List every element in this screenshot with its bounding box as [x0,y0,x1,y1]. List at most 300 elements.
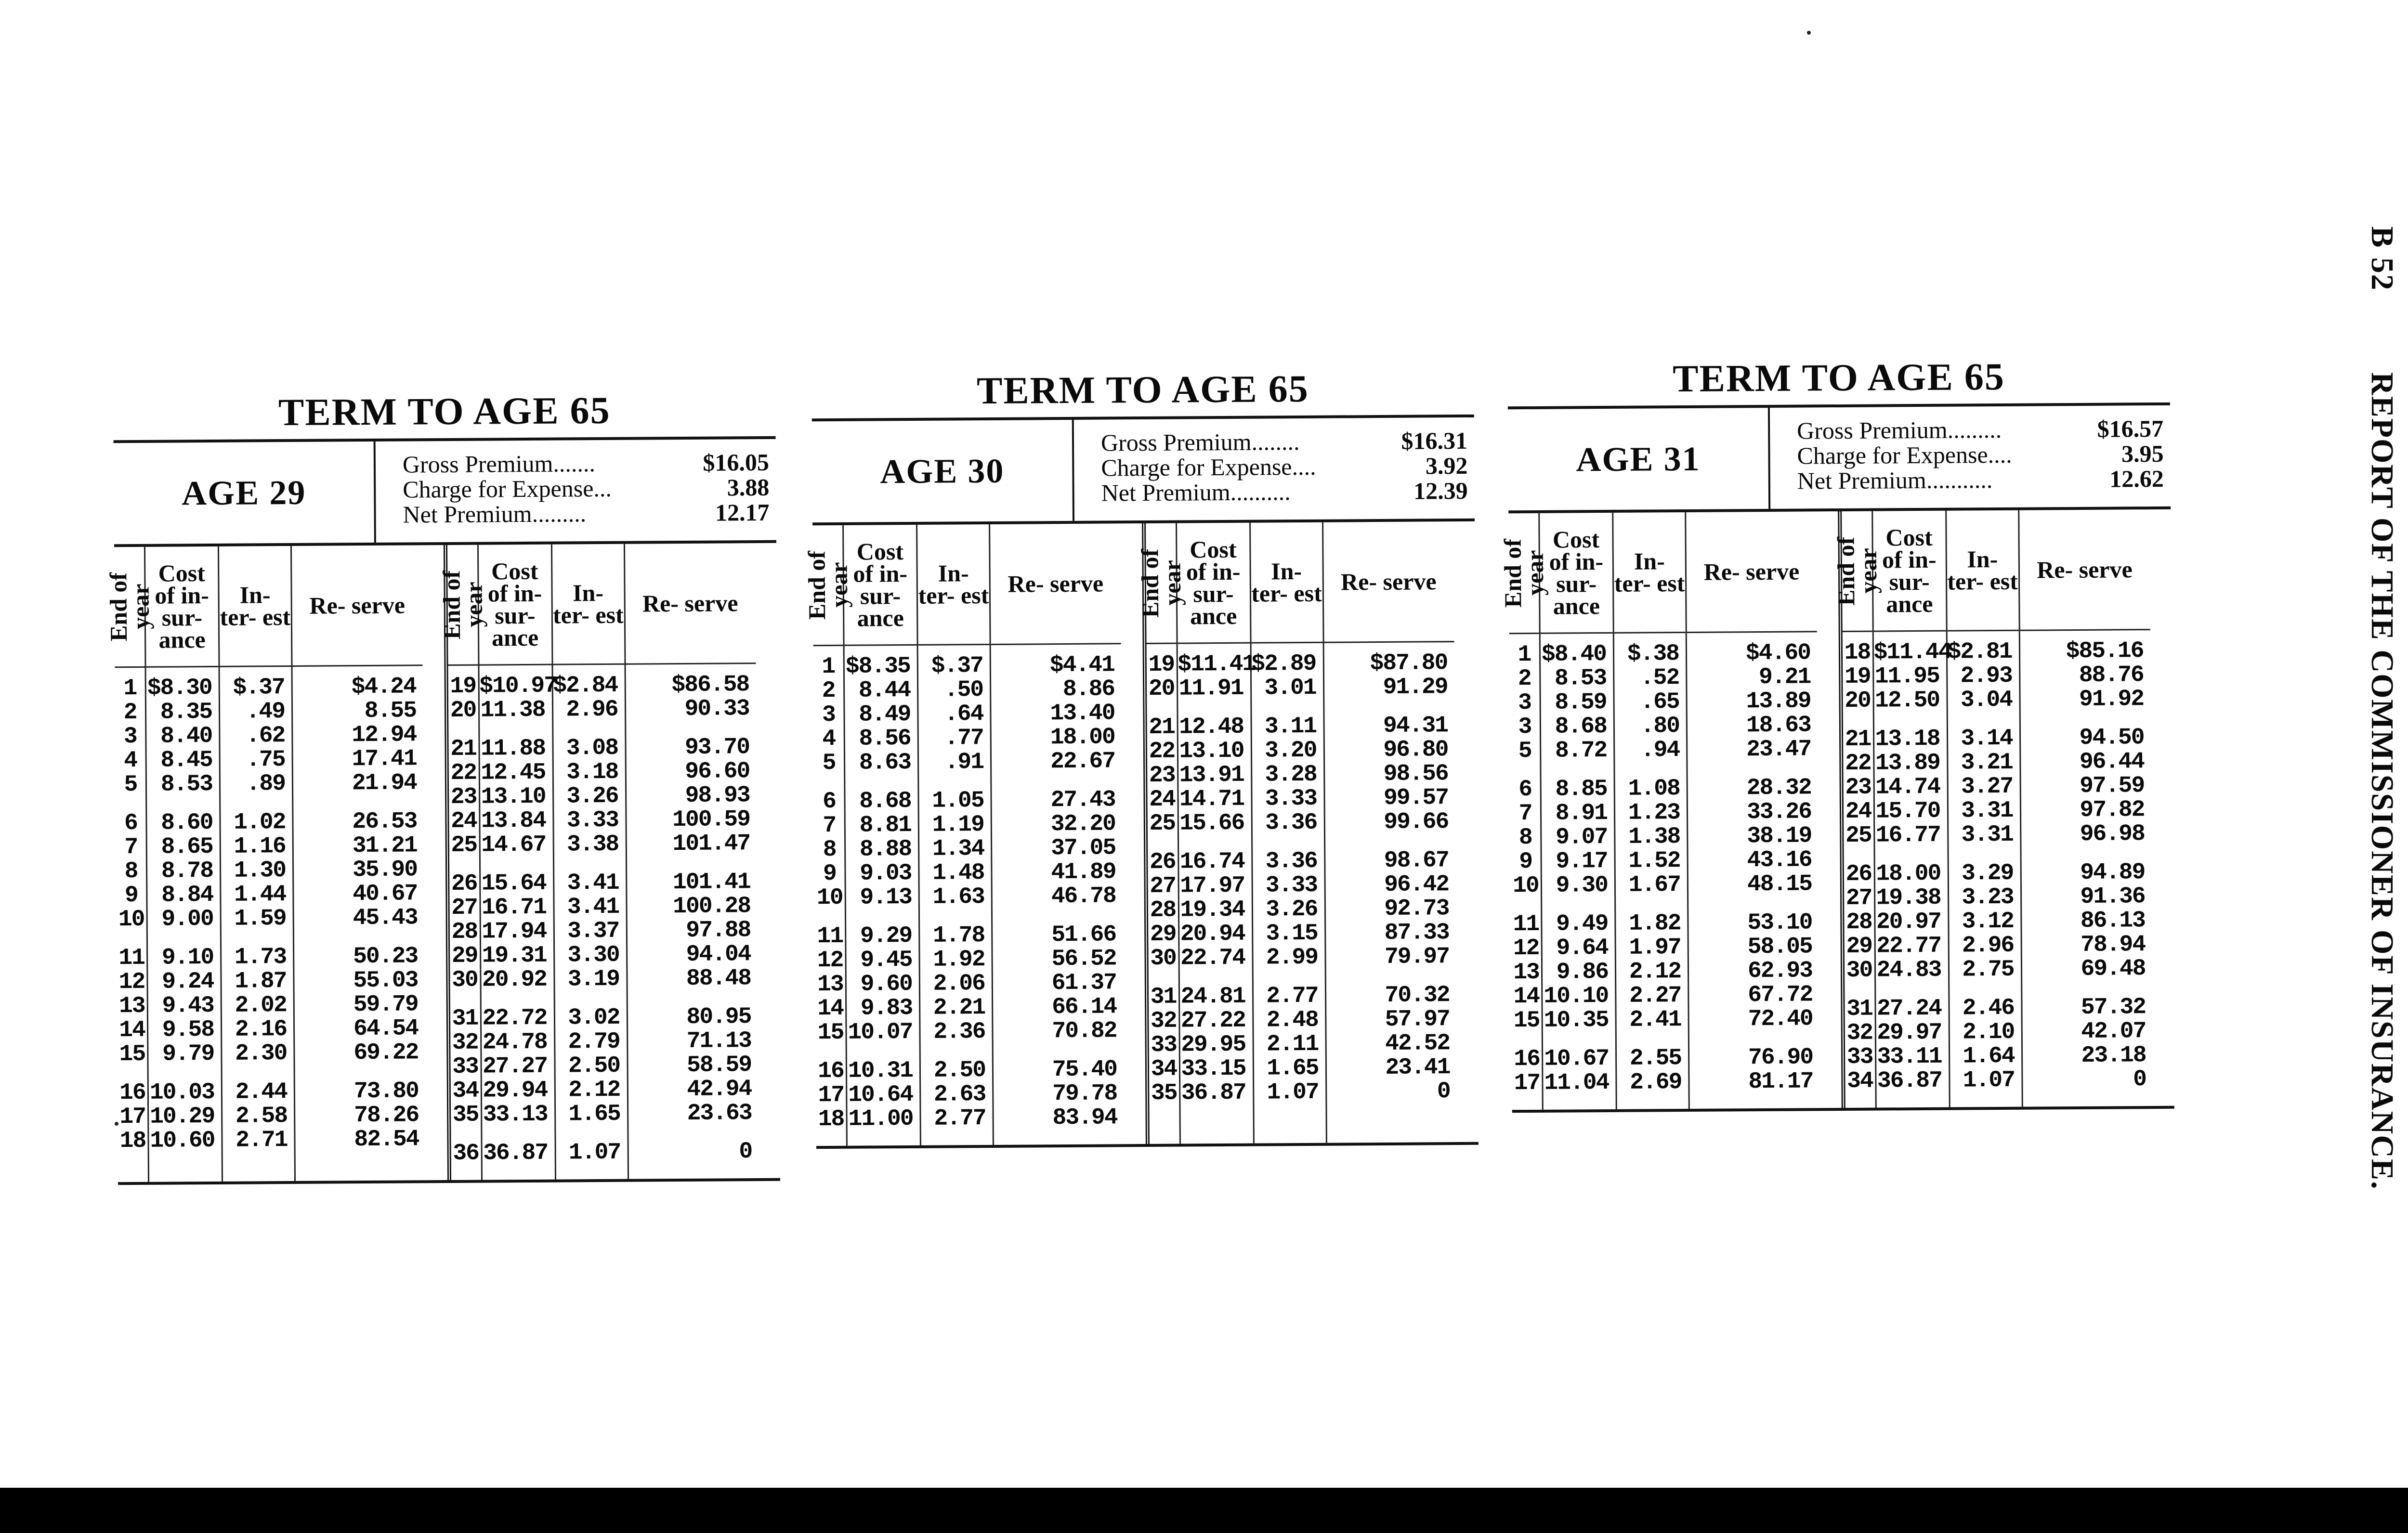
end-cell: 23 [1845,774,1871,801]
premium-header [114,436,776,547]
cost-cell: 24.78 [482,1029,547,1056]
reserve-values [1687,632,1820,1109]
reserve-cell: 61.37 [1051,970,1117,997]
end-column [105,547,155,1182]
cost-cell: 16.71 [481,894,547,921]
end-cell: 25 [451,832,477,858]
cost-cell: 8.85 [1555,776,1607,803]
reserve-cell: 45.43 [353,905,418,932]
interest-cell: 3.20 [1265,737,1317,764]
premium-label: Charge for Expense.... [1101,453,1316,481]
end-cell: 9 [124,882,138,909]
interest-cell: 1.19 [932,812,984,838]
end-cell: 12 [817,947,843,974]
reserve-cell: 26.53 [352,808,417,835]
reserve-header-text: Re- serve [1340,568,1437,596]
interest-cell: 2.46 [1962,995,2015,1022]
reserve-cell: 96.42 [1384,871,1449,898]
cost-values [1178,644,1256,1120]
end-cell: 22 [1149,738,1175,765]
reserve-cell: 58.05 [1747,934,1812,961]
end-cell: 10 [118,906,144,933]
reserve-cell: 38.19 [1747,823,1812,850]
cost-cell: $11.41 [1178,651,1256,678]
reserve-column-header [1686,511,1817,633]
reserve-cell: 8.55 [364,698,417,725]
reserve-cell: 69.22 [353,1039,419,1066]
end-cell: 5 [822,750,836,777]
end-column-header [1499,513,1549,634]
reserve-column-header [990,523,1121,645]
premium-summary [376,439,776,543]
reserve-table [105,543,780,1185]
cost-cell: 14.74 [1875,774,1940,801]
premium-row [1797,416,2163,443]
end-cell: 34 [452,1078,479,1104]
left-half-table [105,545,451,1182]
end-cell: 29 [1150,921,1176,948]
cost-cell: 9.83 [860,995,913,1022]
interest-cell: 2.99 [1266,944,1318,971]
premium-value: 3.95 [2121,440,2164,468]
reserve-cell: 91.36 [2080,883,2145,910]
cost-column [478,545,556,1180]
interest-cell: 2.12 [568,1077,620,1104]
end-cell: 23 [1149,762,1175,789]
interest-cell: 2.02 [235,992,287,1019]
cost-cell: 36.87 [483,1140,548,1167]
cost-cell: 15.64 [481,870,546,897]
reserve-column [2019,509,2153,1107]
cost-cell: 11.38 [480,697,545,724]
end-cell: 15 [817,1019,844,1046]
interest-cell: 1.78 [932,922,985,949]
reserve-cell: 83.94 [1052,1104,1117,1131]
interest-cell: $.37 [931,653,983,679]
cost-cell: 11.00 [848,1105,913,1132]
interest-cell: .80 [1640,713,1680,740]
interest-column [1251,522,1327,1143]
interest-cell: 2.44 [235,1079,288,1105]
reserve-cell: 53.10 [1747,909,1812,936]
cost-cell: 8.81 [859,812,912,839]
interest-header-text: In- ter- est [220,581,291,631]
cost-cell: 9.29 [860,922,912,949]
end-cell: 26 [1845,861,1872,887]
premium-row [1797,441,2163,468]
cost-cell: 9.49 [1556,910,1608,937]
end-cell: 5 [1518,738,1531,765]
reserve-values [293,666,426,1167]
interest-cell: 1.92 [933,947,985,973]
cost-cell: 8.78 [161,857,213,884]
table-title: TERM TO AGE 65 [278,389,611,434]
end-cell: 8 [124,858,138,885]
reserve-cell: 0 [2133,1066,2146,1093]
end-cell: 32 [1150,1008,1177,1034]
end-cell: 6 [1518,776,1532,803]
cost-cell: 8.84 [161,882,213,909]
cost-cell: 27.27 [482,1053,548,1080]
cost-cell: 9.24 [162,968,214,995]
cost-cell: 8.60 [161,809,213,836]
interest-cell: 3.26 [566,783,618,810]
cost-cell: 9.60 [860,971,913,998]
end-cell: 34 [1846,1068,1873,1094]
reserve-column-header [2019,509,2150,631]
reserve-header-text: Re- serve [1703,558,1800,585]
cost-cell: $8.30 [147,675,212,702]
reserve-cell: 72.40 [1748,1006,1813,1033]
cost-cell: 8.35 [160,699,212,726]
cost-cell: 9.45 [860,947,912,974]
reserve-cell: 79.97 [1384,944,1450,970]
end-cell: 29 [1846,933,1872,960]
end-cell: 33 [1151,1032,1177,1058]
reserve-column [625,543,759,1179]
end-cell: 11 [1513,911,1539,938]
premium-label: Charge for Expense.... [1797,441,2012,469]
end-cell: 28 [1150,897,1176,923]
cost-cell: 10.07 [848,1019,913,1046]
premium-header [1508,403,2171,513]
reserve-cell: 101.41 [672,869,750,896]
reserve-cell: 37.05 [1050,835,1116,862]
interest-cell: 1.97 [1629,935,1681,961]
reserve-cell: 98.56 [1383,761,1448,787]
reserve-cell: 97.59 [2080,773,2145,799]
cost-cell: 33.15 [1181,1055,1246,1082]
cost-cell: 27.24 [1876,995,1942,1022]
reserve-cell: 33.26 [1746,799,1812,826]
end-cell: 16 [1514,1046,1540,1073]
interest-cell: 2.63 [933,1081,986,1108]
end-column [437,545,487,1180]
end-cell: 24 [450,808,477,834]
interest-cell: .75 [246,747,285,773]
reserve-cell: 48.15 [1747,871,1812,898]
cost-cell: 10.31 [848,1057,913,1084]
cost-cell: 19.34 [1180,896,1245,923]
reserve-header-text: Re- serve [309,591,406,619]
interest-column-header [1251,522,1323,644]
end-cell: 26 [1149,849,1176,875]
reserve-cell: 0 [1437,1078,1450,1105]
cost-cell: 18.00 [1876,860,1941,887]
reserve-cell: 0 [739,1139,752,1165]
reserve-cell: 100.59 [672,806,750,833]
end-cell: 14 [817,995,844,1022]
cost-values [479,665,555,1180]
end-cell: 31 [1846,996,1872,1022]
reserve-cell: 82.54 [354,1126,419,1153]
premium-value: 12.17 [715,498,770,526]
reserve-cell: 96.80 [1383,737,1448,763]
cost-cell: 20.97 [1876,909,1941,935]
interest-cell: .94 [1640,737,1680,764]
end-cell: 31 [452,1005,478,1032]
premium-summary [1770,405,2171,509]
interest-cell: 3.18 [566,759,618,786]
interest-column [219,546,296,1182]
end-column-header [1136,523,1186,644]
cost-column [1540,513,1617,1110]
cost-cell: 8.44 [858,677,911,704]
cost-cell: 16.74 [1179,848,1245,875]
premium-row [403,450,769,477]
end-column-header [105,547,155,668]
end-cell: 8 [823,836,836,863]
cost-cell: 8.88 [859,836,912,863]
cost-cell: 12.48 [1178,714,1244,741]
reserve-cell: 57.32 [2081,994,2146,1021]
reserve-cell: 23.47 [1746,736,1811,763]
reserve-cell: 92.73 [1384,896,1449,922]
cost-header-text: Cost of in- sur- ance [155,559,209,653]
end-column [1499,513,1549,1110]
interest-cell: .91 [944,749,984,776]
premium-value: 3.92 [1425,452,1468,480]
reserve-cell: 51.66 [1051,922,1116,948]
premium-label: Net Premium........... [1797,466,1993,494]
end-cell: 15 [119,1041,145,1068]
end-values [115,668,148,1168]
interest-cell: 2.48 [1266,1007,1319,1034]
premium-value: $16.31 [1401,427,1468,455]
end-cell: 3 [1518,714,1531,741]
print-speck [1807,31,1811,35]
end-cell: 13 [817,971,843,998]
interest-cell: 3.31 [1961,797,2013,824]
reserve-cell: $86.58 [671,672,749,699]
reserve-cell: 97.82 [2080,797,2145,823]
interest-cell: 1.30 [234,857,286,884]
reserve-cell: 94.89 [2080,859,2145,886]
end-header-text: End of year [1499,538,1549,608]
cost-values [1541,634,1616,1110]
premium-value: $16.57 [2097,415,2164,442]
interest-column-header [1613,512,1686,634]
interest-cell: 3.33 [1265,785,1317,812]
cost-cell: 17.97 [1179,872,1245,899]
reserve-column [1323,521,1457,1143]
end-cell: 30 [1150,945,1177,972]
interest-cell: 1.48 [932,860,984,886]
end-cell: 11 [118,945,145,972]
end-header-text: End of year [1832,536,1882,606]
table-title: TERM TO AGE 65 [1672,355,2005,401]
interest-header-text: In- ter- est [918,559,989,609]
right-half-table [1832,509,2174,1108]
cost-column-header [145,546,219,668]
cost-cell: 9.43 [162,992,214,1019]
running-head-title: REPORT OF THE COMMISSIONER OF INSURANCE. [2365,372,2400,1190]
cost-cell: 9.58 [162,1016,214,1043]
cost-header-text: Cost of in- sur- ance [1186,535,1241,630]
reserve-cell: 70.32 [1385,982,1450,1009]
interest-values [220,667,294,1167]
end-header-text: End of year [1136,548,1186,618]
end-cell: 28 [451,919,478,945]
reserve-cell: 93.70 [684,734,750,761]
end-cell: 7 [124,834,138,861]
end-cell: 4 [822,726,836,753]
premium-row [1101,428,1467,455]
cost-cell: 22.74 [1180,945,1245,972]
interest-cell: $2.81 [1947,638,2012,665]
cost-cell: 9.10 [161,944,214,971]
cost-cell: 8.49 [859,701,911,728]
interest-cell: 1.07 [568,1139,621,1166]
cost-cell: 9.79 [162,1040,214,1067]
interest-cell: 1.65 [1267,1055,1319,1082]
cost-cell: 19.31 [482,942,547,969]
cost-cell: 9.07 [1555,824,1608,851]
reserve-cell: 28.32 [1746,775,1811,802]
reserve-cell: 18.00 [1050,724,1115,751]
table-title: TERM TO AGE 65 [976,367,1309,413]
interest-cell: 3.01 [1264,675,1316,702]
cost-cell: 15.66 [1179,810,1244,837]
premium-row [403,475,769,502]
end-cell: 16 [119,1079,145,1106]
interest-cell: .49 [246,699,285,725]
rate-table-block [1499,350,2174,1113]
interest-cell: 1.34 [932,836,984,862]
premium-row [403,500,769,527]
end-cell: 17 [1514,1070,1540,1097]
cost-cell: 9.00 [161,906,213,933]
end-cell: 30 [1846,957,1872,984]
cost-cell: 9.86 [1556,959,1609,986]
reserve-header-text: Re- serve [2037,556,2133,584]
rate-table-block [803,362,1479,1149]
premium-row [1797,466,2164,494]
reserve-header-text: Re- serve [1008,570,1104,598]
interest-cell: 3.11 [1264,713,1317,740]
reserve-cell: 17.41 [352,746,417,773]
end-column [803,525,853,1146]
end-header-text: End of year [803,550,853,620]
cost-column-header [1177,523,1250,644]
end-cell: 35 [1151,1080,1177,1106]
interest-cell: $.38 [1627,641,1679,667]
reserve-table [1499,509,2174,1113]
interest-cell: $2.84 [553,672,618,699]
cost-column [145,546,223,1182]
cost-header-text: Cost of in- sur- ance [1549,526,1604,620]
cost-column [1873,511,1950,1108]
reserve-cell: 62.93 [1747,958,1813,985]
interest-values [918,645,993,1145]
end-cell: 2 [1518,665,1531,692]
end-cell: 21 [1149,714,1175,741]
interest-cell: .89 [246,771,286,797]
interest-cell: 3.37 [567,918,619,945]
premium-row [1101,453,1467,481]
cost-header-text: Cost of in- sur- ance [1882,523,1937,618]
interest-cell: 3.28 [1265,761,1317,788]
cost-cell: 20.92 [482,966,547,993]
cost-cell: 9.64 [1556,935,1608,961]
interest-cell: 1.82 [1629,910,1681,937]
interest-column-header [917,524,990,646]
end-cell: 21 [1845,726,1871,753]
cost-cell: 10.29 [150,1103,215,1130]
cost-cell: 11.95 [1874,663,1939,690]
interest-cell: 3.23 [1962,884,2014,911]
cost-cell: 13.84 [481,807,546,834]
reserve-cell: 99.66 [1384,809,1449,835]
interest-cell: .52 [1640,665,1679,691]
interest-cell: 2.75 [1962,956,2014,983]
reserve-column [292,545,426,1181]
reserve-cell: 46.78 [1051,883,1116,910]
interest-cell: 2.11 [1266,1031,1319,1058]
end-cell: 19 [1844,663,1871,690]
interest-header-text: In- ter- est [1614,547,1685,597]
interest-cell: 3.41 [567,894,619,921]
interest-column [1613,512,1690,1109]
end-cell: 33 [1846,1044,1873,1070]
end-cell: 3 [1518,689,1531,716]
interest-cell: 1.07 [1963,1067,2015,1094]
cost-column-header [844,525,917,646]
interest-cell: 1.16 [234,833,286,860]
right-half-table [1136,521,1479,1144]
end-cell: 5 [124,771,137,798]
interest-cell: 2.58 [235,1103,288,1130]
reserve-cell: 43.16 [1747,847,1812,874]
cost-cell: 33.11 [1877,1043,1942,1070]
interest-cell: 2.10 [1962,1019,2015,1046]
reserve-column [1686,511,1820,1109]
reserve-cell: 96.44 [2079,749,2145,775]
reserve-cell: 75.40 [1052,1056,1117,1083]
interest-column [552,544,628,1180]
cost-cell: 36.87 [1877,1067,1942,1094]
interest-cell: 1.63 [932,884,984,910]
reserve-cell: 55.03 [353,967,418,994]
interest-cell: 2.69 [1630,1069,1682,1096]
reserve-cell: 35.90 [352,857,418,883]
end-cell: 1 [822,653,835,680]
cost-cell: 14.67 [481,831,546,858]
cost-cell: 10.35 [1544,1007,1609,1034]
reserve-cell: $87.80 [1370,650,1448,677]
interest-cell: .64 [944,701,983,728]
cost-cell: 11.04 [1544,1069,1609,1096]
interest-cell: 2.50 [568,1052,620,1079]
interest-values [1251,643,1325,1119]
interest-header-text: In- ter- est [552,579,624,629]
cost-cell: 29.97 [1877,1019,1942,1046]
reserve-cell: 40.67 [353,881,418,908]
interest-cell: 3.36 [1265,809,1317,836]
reserve-cell: 13.89 [1746,688,1811,715]
interest-cell: 1.38 [1628,824,1680,850]
end-values [1509,634,1542,1110]
interest-cell: .77 [944,725,983,752]
reserve-cell: 18.63 [1746,712,1811,739]
reserve-values [991,644,1124,1145]
cost-cell: 14.71 [1179,786,1244,813]
age-label: AGE 30 [812,420,1074,522]
reserve-column [990,523,1124,1145]
interest-cell: 3.02 [568,1004,620,1031]
end-cell: 2 [822,677,835,704]
cost-cell: 17.94 [482,918,547,945]
